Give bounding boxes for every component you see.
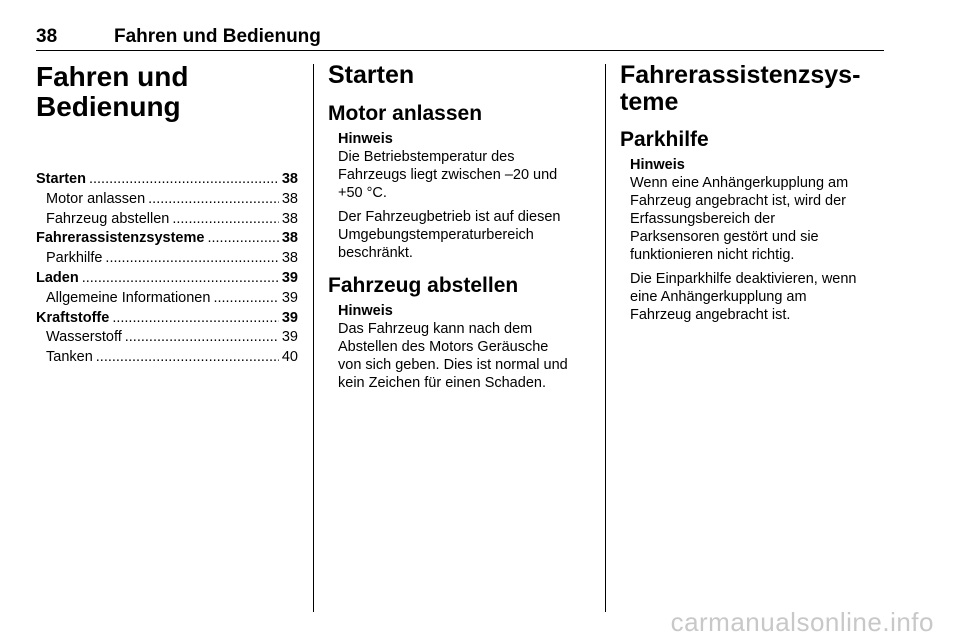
toc-chapter-link[interactable] <box>36 309 298 329</box>
page-header <box>36 26 884 52</box>
starten-column <box>328 62 590 392</box>
toc-page-number: 38 <box>281 250 298 267</box>
page-number: 38 <box>36 26 58 47</box>
watermark: carmanualsonline.info <box>670 607 934 637</box>
text-line: Das Fahrzeug kann nach dem <box>338 321 533 337</box>
toc-leader-dots <box>207 229 278 249</box>
note-fahrzeug-abstellen <box>328 302 590 392</box>
toc-subsection-link[interactable] <box>36 348 298 368</box>
section-title-line-2: teme <box>620 88 679 116</box>
text-line: Fahrzeugs liegt zwischen –20 und <box>338 167 558 183</box>
toc-leader-dots <box>96 348 279 368</box>
text-line: funktionieren nicht richtig. <box>630 247 795 263</box>
text-line: Fahrzeug angebracht ist, wird der <box>630 193 846 209</box>
text-line: Abstellen des Motors Geräusche <box>338 339 549 355</box>
toc-entry-label: Laden <box>36 269 79 286</box>
toc-leader-dots <box>172 210 279 230</box>
toc-subsection-link[interactable] <box>36 249 298 269</box>
toc-page-number: 39 <box>281 269 298 286</box>
text-line: Die Einparkhilfe deaktivieren, wenn <box>630 271 857 287</box>
note-label: Hinweis <box>630 157 685 173</box>
text-line: Parksensoren gestört und sie <box>630 229 819 245</box>
text-line: Erfassungsbereich der <box>630 211 776 227</box>
section-title-line-1: Fahrerassistenzsys- <box>620 61 861 89</box>
chapter-title-line-2: Bedienung <box>36 91 181 122</box>
heading-fahrzeug-abstellen: Fahrzeug abstellen <box>328 274 519 297</box>
note-paragraph <box>338 320 590 392</box>
note-label: Hinweis <box>338 131 393 147</box>
toc-leader-dots <box>105 249 278 269</box>
column-divider-1 <box>313 64 314 612</box>
note-parkhilfe <box>620 156 882 324</box>
toc-leader-dots <box>82 269 279 289</box>
heading-parkhilfe: Parkhilfe <box>620 128 709 151</box>
section-title-starten: Starten <box>328 61 415 89</box>
chapter-title-line-1: Fahren und <box>36 61 189 92</box>
toc-page-number: 38 <box>281 230 298 247</box>
header-divider <box>36 50 884 51</box>
note-paragraph <box>338 208 590 262</box>
text-line: Die Betriebstemperatur des <box>338 149 515 165</box>
toc-entry-label: Wasserstoff <box>46 329 122 346</box>
note-label: Hinweis <box>338 303 393 319</box>
toc-leader-dots <box>125 328 279 348</box>
toc-leader-dots <box>89 170 279 190</box>
toc-entry-label: Kraftstoffe <box>36 309 110 326</box>
toc-entry-label: Fahrzeug abstellen <box>46 210 170 227</box>
toc-subsection-link[interactable] <box>36 210 298 230</box>
chapter-title <box>36 62 298 122</box>
text-line: Umgebungstemperaturbereich <box>338 227 534 243</box>
toc-page-number: 38 <box>281 171 298 187</box>
toc-page-number: 38 <box>281 190 298 207</box>
toc-page-number: 39 <box>281 309 298 326</box>
toc-leader-dots <box>213 289 278 309</box>
note-paragraph <box>630 174 882 264</box>
column-divider-2 <box>605 64 606 612</box>
toc-subsection-link[interactable] <box>36 328 298 348</box>
toc-entry-label: Starten <box>36 171 86 187</box>
text-line: +50 °C. <box>338 185 387 201</box>
heading-motor-anlassen: Motor anlassen <box>328 102 483 125</box>
toc-subsection-link[interactable] <box>36 190 298 210</box>
toc-chapter-link[interactable] <box>36 170 298 190</box>
text-line: Der Fahrzeugbetrieb ist auf diesen <box>338 209 561 225</box>
toc-entry-label: Fahrerassistenzsysteme <box>36 230 205 247</box>
toc-leader-dots <box>148 190 279 210</box>
toc-leader-dots <box>112 309 279 329</box>
note-paragraph <box>338 148 590 202</box>
toc-page-number: 39 <box>281 289 298 306</box>
toc-chapter-link[interactable] <box>36 269 298 289</box>
toc-entry-label: Allgemeine Informationen <box>46 289 211 306</box>
text-line: beschränkt. <box>338 245 413 261</box>
text-line: Wenn eine Anhängerkupplung am <box>630 175 849 191</box>
toc-entry-label: Parkhilfe <box>46 250 103 267</box>
section-title-fahrerassistenzsysteme <box>620 62 882 116</box>
running-section-title: Fahren und Bedienung <box>114 26 321 47</box>
toc-page-number: 38 <box>281 210 298 227</box>
text-line: eine Anhängerkupplung am <box>630 289 807 305</box>
toc-chapter-link[interactable] <box>36 229 298 249</box>
text-line: von sich geben. Dies ist normal und <box>338 357 568 373</box>
toc-subsection-link[interactable] <box>36 289 298 309</box>
table-of-contents <box>36 170 298 368</box>
text-line: Fahrzeug angebracht ist. <box>630 307 791 323</box>
fahrerassistenz-column <box>620 62 882 324</box>
toc-page-number: 40 <box>281 349 298 366</box>
note-paragraph <box>630 270 882 324</box>
contents-column <box>36 62 298 368</box>
toc-page-number: 39 <box>281 329 298 346</box>
text-line: kein Zeichen für einen Schaden. <box>338 375 546 391</box>
note-motor-anlassen <box>328 130 590 262</box>
toc-entry-label: Tanken <box>46 349 93 366</box>
toc-entry-label: Motor anlassen <box>46 190 146 207</box>
